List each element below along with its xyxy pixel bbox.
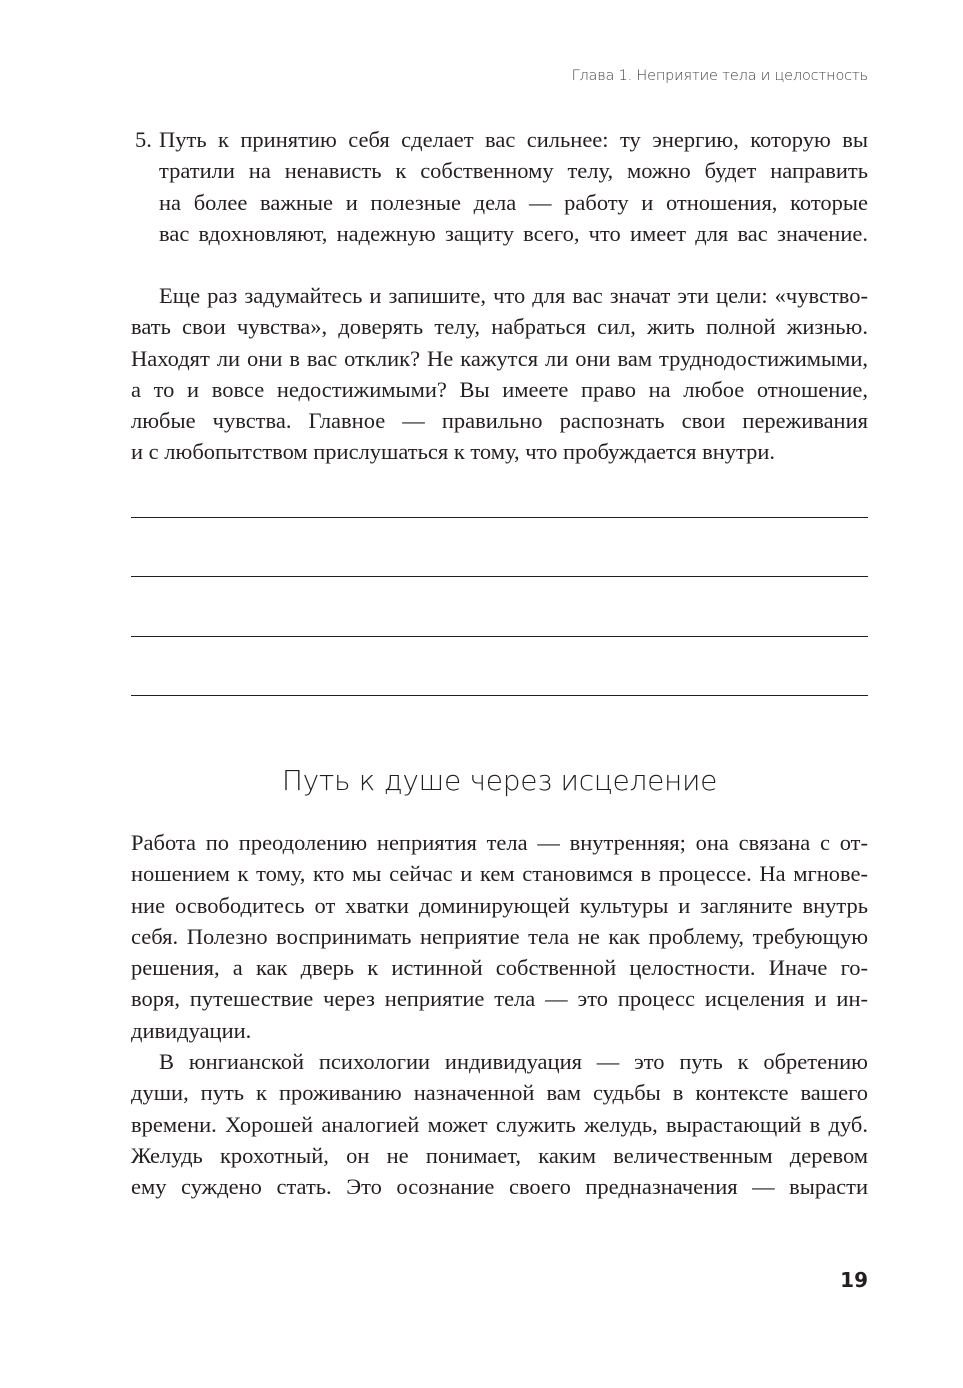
section-heading: Путь к душе через исцеление xyxy=(281,764,718,797)
text-line: ние освободитесь от хватки доминирующей культуры и загляните внутрь xyxy=(131,892,868,918)
writing-line xyxy=(131,636,868,637)
list-item-5 xyxy=(131,124,868,249)
text-line: любые чувства. Главное — правильно распознать свои переживания xyxy=(131,408,868,434)
text-line: решения, а как дверь к истинной собственной целостности. Иначе го- xyxy=(131,955,868,981)
text-line: души, путь к проживанию назначенной вам судьбы в контексте вашего xyxy=(131,1080,868,1106)
paragraph-healing xyxy=(131,827,868,1203)
text-line: Желудь крохотный, он не понимает, каким величественным деревом xyxy=(131,1142,868,1168)
paragraph-reflection xyxy=(131,280,868,468)
page-number: 19 xyxy=(840,1268,868,1292)
text-line: Путь к принятию себя сделает вас сильнее: ту энергию, которую вы xyxy=(159,127,868,152)
text-line: дивидуации. xyxy=(131,1017,252,1043)
writing-line xyxy=(131,695,868,696)
text-line: вать свои чувства», доверять телу, набраться сил, жить полной жизнью. xyxy=(131,314,868,340)
text-line: и с любопытством прислушаться к тому, что пробуждается внутри. xyxy=(131,439,776,465)
text-line: ношением к тому, кто мы сейчас и кем становимся в процессе. На мгнове- xyxy=(131,861,868,887)
text-line: В юнгианской психологии индивидуация — это путь к обретению xyxy=(159,1049,868,1075)
writing-line xyxy=(131,576,868,577)
running-head: Глава 1. Неприятие тела и целостность xyxy=(571,68,868,84)
text-line: Еще раз задумайтесь и запишите, что для вас значат эти цели: «чувство- xyxy=(159,283,868,308)
text-line: себя. Полезно воспринимать неприятие тела не как проблему, требующую xyxy=(131,923,868,949)
text-line: времени. Хорошей аналогией может служить желудь, вырастающий в дуб. xyxy=(131,1111,868,1137)
text-line: тратили на ненависть к собственному телу, можно будет направить xyxy=(159,158,868,184)
text-line: Находят ли они в вас отклик? Не кажутся ли они вам труднодостижимыми, xyxy=(131,345,868,371)
text-line: а то и вовсе недостижимыми? Вы имеете право на любое отношение, xyxy=(131,376,868,402)
writing-line xyxy=(131,517,868,518)
text-line: на более важные и полезные дела — работу и отношения, которые xyxy=(159,189,868,215)
text-line: Работа по преодолению неприятия тела — внутренняя; она связана с от- xyxy=(131,830,868,855)
text-line: ему суждено стать. Это осознание своего предназначения — вырасти xyxy=(131,1174,868,1200)
text-line: воря, путешествие через неприятие тела — это процесс исцеления и ин- xyxy=(131,986,868,1012)
text-line: вас вдохновляют, надежную защиту всего, что имеет для вас значение. xyxy=(159,220,868,246)
list-number: 5. xyxy=(135,127,152,152)
